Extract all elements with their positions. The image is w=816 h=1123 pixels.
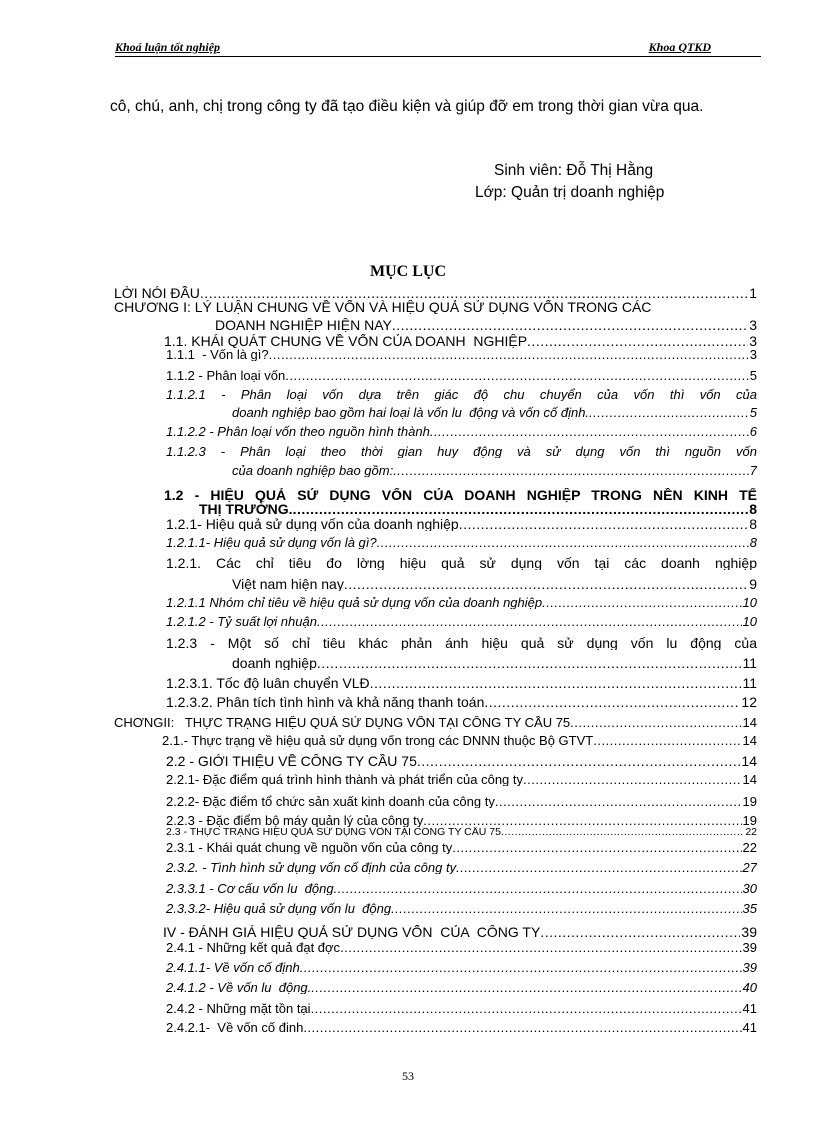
toc-leader-dots bbox=[285, 369, 749, 382]
toc-entry-title: 2.4.1.1- Về vốn cố định bbox=[166, 961, 300, 974]
toc-entry bbox=[166, 536, 757, 549]
toc-page-number: 41 bbox=[742, 1002, 757, 1015]
header-right-text: Khoa QTKD bbox=[648, 40, 711, 54]
toc-entry-title: 2.3.3.1 - Cơ cấu vốn lu động bbox=[166, 882, 334, 895]
toc-page-number: 22 bbox=[742, 841, 757, 854]
toc-entry-continuation bbox=[232, 656, 757, 670]
toc-entry-title: 1.2.3.2. Phân tích tình hình và khả năng thanh toán bbox=[166, 695, 485, 709]
toc-leader-dots bbox=[523, 773, 742, 786]
toc-leader-dots bbox=[370, 676, 742, 690]
toc-entry-title: IV - ĐÁNH GIÁ HIỆU QUẢ SỬ DỤNG VỐN CỦA CÔNG TY bbox=[163, 925, 541, 939]
toc-leader-dots bbox=[300, 961, 742, 974]
toc-leader-dots bbox=[303, 1021, 741, 1034]
toc-leader-dots bbox=[317, 656, 742, 670]
toc-entry-title-cont: DOANH NGHIỆP HIỆN NAY bbox=[215, 318, 392, 332]
toc-entry-title: CHƠNGII: THỰC TRẠNG HIỆU QUẢ SỬ DỤNG VỐN TẠI CÔNG TY CẦU 75 bbox=[114, 716, 571, 729]
toc-leader-dots bbox=[311, 1002, 742, 1015]
toc-leader-dots bbox=[391, 902, 741, 915]
toc-page-number: 19 bbox=[742, 814, 757, 827]
toc-entry bbox=[163, 925, 757, 939]
toc-entry-title: 1.1.2.1 - Phân loại vốn dựa trên giác độ chu chuyển của vốn thì vốn của bbox=[166, 388, 757, 401]
toc-page-number: 8 bbox=[749, 536, 757, 549]
toc-page-number: 11 bbox=[742, 676, 757, 690]
intro-paragraph: cô, chú, anh, chị trong công ty đã tạo điều kiện và giúp đỡ em trong thời gian vừa qua. bbox=[110, 98, 704, 115]
toc-entry bbox=[166, 369, 757, 382]
toc-leader-dots bbox=[430, 425, 749, 438]
toc-entry bbox=[166, 941, 757, 954]
toc-page-number: 30 bbox=[742, 882, 757, 895]
toc-page-number: 14 bbox=[742, 773, 757, 786]
toc-entry-title: 1.1.1 - Vốn là gì? bbox=[166, 348, 269, 361]
toc-entry bbox=[166, 695, 757, 709]
toc-leader-dots bbox=[334, 882, 742, 895]
toc-page-number: 5 bbox=[749, 406, 757, 419]
toc-leader-dots bbox=[393, 464, 749, 477]
toc-page-number: 40 bbox=[742, 981, 757, 994]
toc-entry-title: 1.2 - HIỆU QUẢ SỬ DỤNG VỐN CỦA DOANH NGHIỆP TRONG NỀN KINH TẾ bbox=[164, 488, 757, 502]
toc-leader-dots bbox=[459, 517, 749, 531]
toc-page-number: 8 bbox=[749, 502, 757, 516]
toc-entry bbox=[166, 827, 757, 838]
toc-entry-title: 1.1.2.3 - Phân loại theo thời gian huy động và sử dụng vốn thì nguồn vốn bbox=[166, 445, 757, 458]
toc-entry-continuation bbox=[232, 577, 757, 591]
toc-entry-title: 2.4.2 - Những mặt tồn tại bbox=[166, 1002, 311, 1015]
toc-entry bbox=[166, 814, 757, 827]
toc-leader-dots bbox=[495, 795, 742, 808]
toc-entry-title: 2.1.- Thực trạng về hiệu quả sử dụng vốn trong các DNNN thuộc Bộ GTVT bbox=[162, 734, 594, 747]
toc-leader-dots bbox=[311, 981, 741, 994]
toc-leader-dots bbox=[542, 596, 741, 609]
toc-entry bbox=[164, 488, 757, 502]
toc-page-number: 41 bbox=[742, 1021, 757, 1034]
toc-page-number: 39 bbox=[742, 941, 757, 954]
toc-leader-dots bbox=[484, 695, 740, 709]
toc-page-number: 12 bbox=[741, 695, 757, 709]
toc-leader-dots bbox=[269, 348, 749, 361]
page-number: 53 bbox=[402, 1069, 414, 1083]
toc-entry bbox=[166, 1021, 757, 1034]
toc-leader-dots bbox=[344, 577, 748, 591]
toc-leader-dots bbox=[452, 841, 741, 854]
toc-leader-dots bbox=[570, 716, 741, 729]
toc-entry bbox=[166, 1002, 757, 1015]
toc-leader-dots bbox=[423, 814, 741, 827]
toc-leader-dots bbox=[589, 406, 749, 419]
toc-page-number: 14 bbox=[742, 716, 757, 729]
toc-entry-title: CHƯƠNG I: LÝ LUẬN CHUNG VỀ VỐN VÀ HIỆU QUẢ SỬ DỤNG VỐN TRONG CÁC bbox=[114, 300, 652, 314]
toc-entry-title: 1.1.2 - Phân loại vốn bbox=[166, 369, 286, 382]
header-left-text: Khoá luận tốt nghiệp bbox=[115, 40, 221, 54]
toc-page-number: 8 bbox=[749, 517, 757, 531]
signature-class: Lớp: Quản trị doanh nghiệp bbox=[475, 184, 665, 201]
toc-entry-title: 2.2.2- Đặc điểm tổ chức sản xuất kinh doanh của công ty bbox=[166, 795, 495, 808]
toc-entry-title: LỜI NÓI ĐẦU bbox=[114, 286, 200, 300]
toc-title: MỤC LỤC bbox=[370, 263, 446, 280]
toc-page-number: 7 bbox=[749, 464, 757, 477]
toc-entry-continuation bbox=[232, 406, 757, 419]
toc-entry bbox=[166, 861, 757, 874]
toc-page-number: 35 bbox=[742, 902, 757, 915]
toc-leader-dots bbox=[340, 941, 741, 954]
toc-page-number: 39 bbox=[742, 961, 757, 974]
toc-entry bbox=[166, 841, 757, 854]
toc-page-number: 11 bbox=[742, 656, 757, 670]
toc-entry-title: 1.2.3 - Một số chỉ tiêu khác phản ánh hiệu quả sử dụng vốn lu động của bbox=[166, 636, 757, 650]
toc-entry bbox=[114, 286, 757, 300]
toc-entry-title: 2.4.1 - Những kết quả đạt đợc bbox=[166, 941, 341, 954]
toc-entry bbox=[166, 773, 757, 786]
toc-leader-dots bbox=[540, 925, 740, 939]
toc-page-number: 6 bbox=[749, 425, 757, 438]
toc-page-number: 5 bbox=[749, 369, 757, 382]
toc-entry-title: 1.2.1.1- Hiệu quả sử dụng vốn là gì? bbox=[166, 536, 377, 549]
toc-leader-dots bbox=[593, 734, 741, 747]
toc-entry-title: 2.3.3.2- Hiệu quả sử dụng vốn lu động bbox=[166, 902, 392, 915]
toc-entry-continuation bbox=[232, 464, 757, 477]
toc-page-number: 27 bbox=[742, 861, 757, 874]
toc-entry bbox=[166, 902, 757, 915]
toc-entry-title: 1.2.1. Các chỉ tiêu đo lờng hiệu quả sử dụng vốn tại các doanh nghiệp bbox=[166, 556, 757, 570]
toc-entry-title-cont: Việt nam hiện nay bbox=[232, 577, 344, 591]
toc-entry bbox=[166, 596, 757, 609]
toc-entry bbox=[162, 734, 757, 747]
toc-entry-title: 1.2.1.2 - Tỷ suất lợi nhuận bbox=[166, 615, 317, 628]
toc-page-number: 3 bbox=[749, 348, 757, 361]
toc-entry bbox=[166, 556, 757, 570]
toc-entry-title-cont: doanh nghiệp bao gồm hai loại là vốn lu động và vốn cố định. bbox=[232, 406, 590, 419]
toc-entry-title: 2.2 - GIỚI THIỆU VỀ CÔNG TY CẦU 75 bbox=[166, 754, 417, 768]
toc-entry-title: 1.2.1.1 Nhóm chỉ tiêu về hiệu quả sử dụng vốn của doanh nghiệp bbox=[166, 596, 543, 609]
toc-entry bbox=[166, 754, 757, 768]
toc-leader-dots bbox=[392, 318, 748, 332]
toc-entry-title-cont: doanh nghiệp bbox=[232, 656, 317, 670]
toc-page-number: 9 bbox=[749, 577, 757, 591]
toc-page-number: 39 bbox=[741, 925, 757, 939]
toc-entry bbox=[114, 716, 757, 729]
toc-leader-dots bbox=[200, 286, 748, 300]
toc-page-number: 3 bbox=[749, 334, 757, 348]
toc-entry bbox=[166, 981, 757, 994]
toc-entry bbox=[164, 334, 757, 348]
toc-entry bbox=[114, 300, 757, 314]
toc-leader-dots bbox=[293, 502, 749, 516]
toc-entry bbox=[166, 676, 757, 690]
toc-leader-dots bbox=[501, 827, 744, 838]
toc-entry-title: 2.4.1.2 - Về vốn lu động. bbox=[166, 981, 312, 994]
toc-entry-title: 1.2.1- Hiệu quả sử dụng vốn của doanh nghiệp bbox=[166, 517, 459, 531]
toc-page-number: 3 bbox=[749, 318, 757, 332]
toc-entry-title: 1.2.3.1. Tốc độ luân chuyển VLĐ bbox=[166, 676, 370, 690]
toc-entry-title-cont: THỊ TRƯỜNG. bbox=[199, 502, 293, 516]
toc-entry-title-cont: của doanh nghiệp bao gồm: bbox=[232, 464, 394, 477]
toc-entry-title: 1.1. KHÁI QUÁT CHUNG VỀ VỐN CỦA DOANH NGHIỆP bbox=[164, 334, 528, 348]
toc-entry-continuation bbox=[199, 502, 757, 516]
toc-entry-continuation bbox=[215, 318, 757, 332]
signature-student: Sinh viên: Đỗ Thị Hằng bbox=[494, 162, 654, 179]
toc-entry bbox=[166, 961, 757, 974]
toc-leader-dots bbox=[417, 754, 741, 768]
toc-entry bbox=[166, 636, 757, 650]
toc-leader-dots bbox=[527, 334, 748, 348]
toc-leader-dots bbox=[377, 536, 749, 549]
toc-page-number: 14 bbox=[741, 754, 757, 768]
toc-entry bbox=[166, 445, 757, 458]
toc-page-number: 14 bbox=[742, 734, 757, 747]
toc-entry bbox=[166, 425, 757, 438]
toc-page-number: 10 bbox=[742, 596, 757, 609]
toc-entry-title: 2.3.2. - Tình hình sử dụng vốn cố định của công ty bbox=[166, 861, 457, 874]
page-header bbox=[115, 40, 761, 57]
toc-entry bbox=[166, 615, 757, 628]
toc-page-number: 1 bbox=[749, 286, 757, 300]
toc-entry bbox=[166, 348, 757, 361]
toc-entry-title: 2.2.3 - Đặc điểm bộ máy quản lý của công ty bbox=[166, 814, 424, 827]
toc-entry-title: 2.3.1 - Khái quát chung về nguồn vốn của công ty bbox=[166, 841, 453, 854]
toc-entry bbox=[166, 517, 757, 531]
toc-entry-title: 2.2.1- Đặc điểm quá trình hình thành và phát triển của công ty bbox=[166, 773, 523, 786]
toc-entry bbox=[166, 795, 757, 808]
toc-entry-title: 2.3 - THỰC TRẠNG HIỆU QUẢ SỬ DỤNG VỐN TẠI CÔNG TY CẦU 75 bbox=[166, 827, 501, 838]
toc-leader-dots bbox=[317, 615, 742, 628]
toc-page-number: 10 bbox=[742, 615, 757, 628]
toc-entry-title: 2.4.2.1- Về vốn cố đinh bbox=[166, 1021, 304, 1034]
toc-page-number: 19 bbox=[742, 795, 757, 808]
toc-leader-dots bbox=[456, 861, 741, 874]
toc-page-number: 22 bbox=[745, 827, 757, 838]
toc-entry-title: 1.1.2.2 - Phân loại vốn theo nguồn hình thành bbox=[166, 425, 430, 438]
toc-entry bbox=[166, 882, 757, 895]
toc-entry bbox=[166, 388, 757, 401]
